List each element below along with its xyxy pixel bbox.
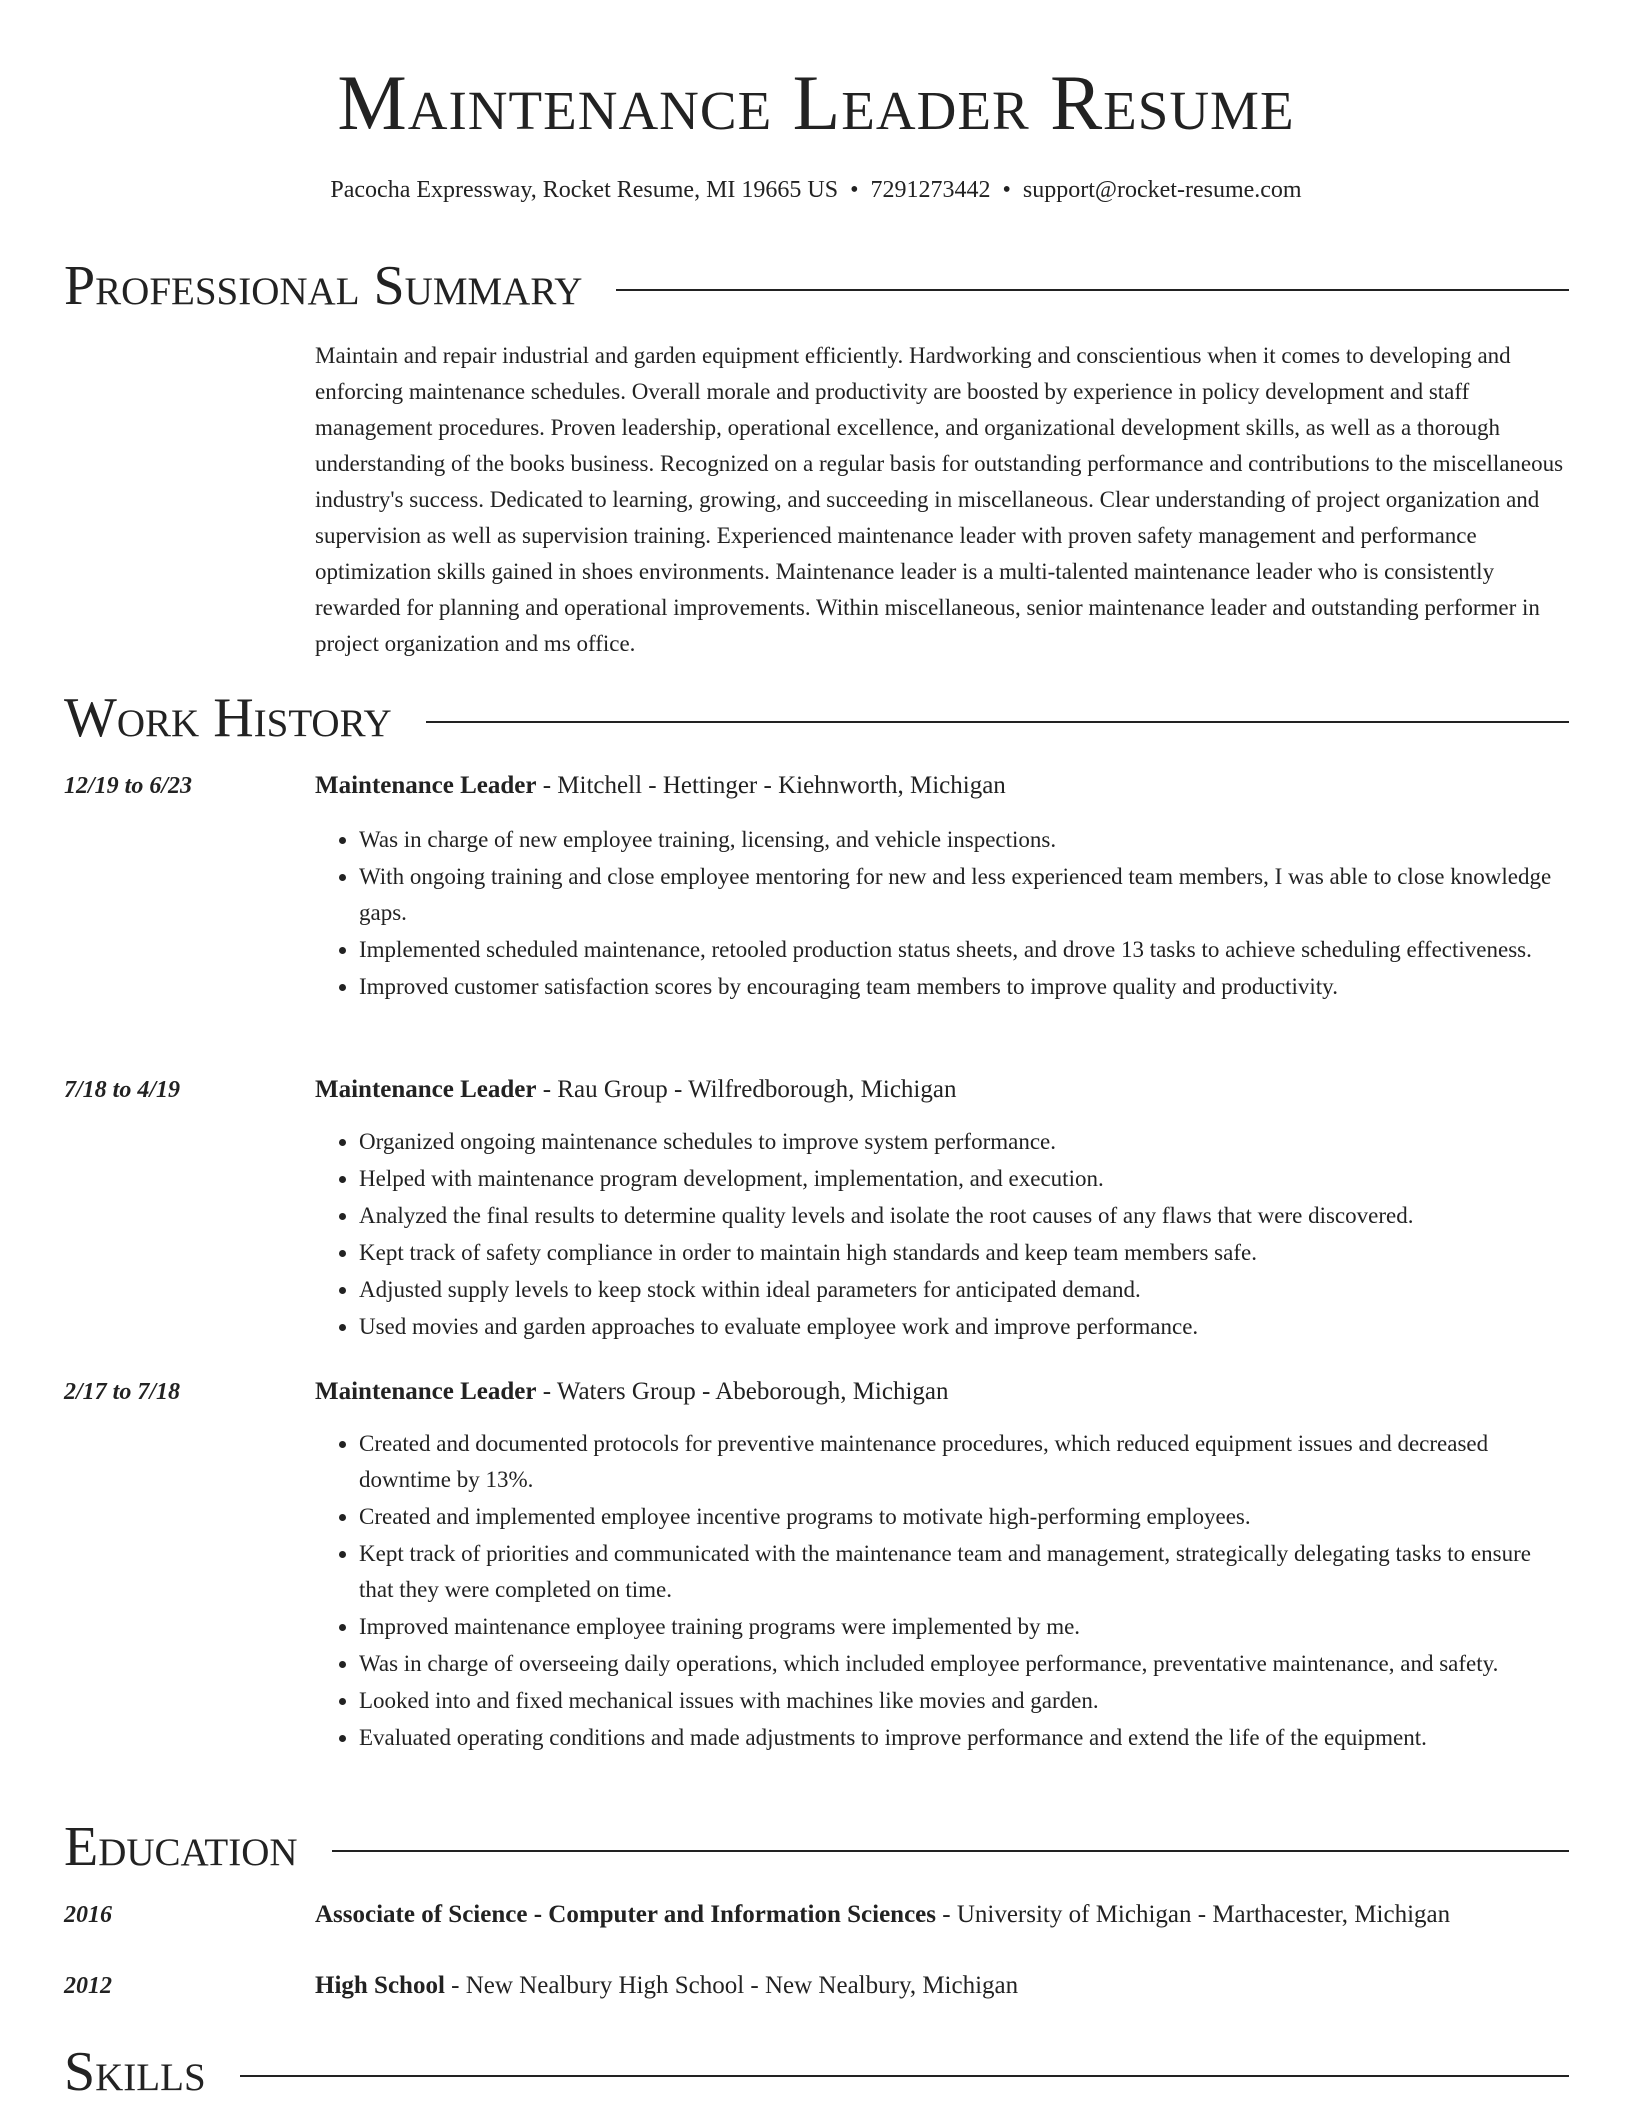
education-date: 2012: [64, 1973, 112, 1999]
section-header-work: [64, 686, 1569, 750]
job-dates: 7/18 to 4/19: [64, 1077, 181, 1103]
education-degree: Associate of Science - Computer and Information Sciences: [315, 1901, 936, 1928]
job-employer: - Rau Group - Wilfredborough, Michigan: [536, 1076, 957, 1103]
job-bullet: • Looked into and fixed mechanical issues with machines like movies and garden.: [359, 1683, 1569, 1719]
section-title-work: Work History: [64, 687, 392, 749]
education-heading: [315, 1968, 1018, 2004]
job-bullet: • Created and implemented employee incentive programs to motivate high-performing employees.: [359, 1499, 1569, 1535]
job-bullets: [315, 822, 1569, 1006]
job-bullet: • Kept track of safety compliance in order to maintain high standards and keep team members safe.: [359, 1235, 1569, 1271]
section-divider: [616, 289, 1569, 291]
section-header-summary: [64, 254, 1569, 318]
education-heading: [315, 1897, 1450, 1933]
resume-title: Maintenance Leader Resume: [337, 59, 1295, 146]
contact-line: [0, 174, 1632, 206]
job-bullet: • Analyzed the final results to determine quality levels and isolate the root causes of any flaws that were discovered.: [359, 1198, 1569, 1234]
job-bullet: • With ongoing training and close employee mentoring for new and less experienced team members, I was able to close knowledge gaps.: [359, 859, 1569, 931]
job-title: Maintenance Leader: [315, 772, 537, 799]
section-divider: [332, 1850, 1569, 1852]
section-divider: [240, 2075, 1569, 2077]
separator-dot: •: [1002, 177, 1011, 203]
job-title: Maintenance Leader: [315, 1076, 537, 1103]
section-title-education: Education: [64, 1816, 298, 1878]
job-employer: - Mitchell - Hettinger - Kiehnworth, Michigan: [536, 772, 1006, 799]
address-text: Pacocha Expressway, Rocket Resume, MI 19665 US: [330, 177, 839, 203]
job-bullets: [315, 1124, 1569, 1346]
job-bullet: • Implemented scheduled maintenance, retooled production status sheets, and drove 13 tasks to achieve scheduling effectiveness.: [359, 932, 1569, 968]
section-header-skills: [64, 2040, 1569, 2104]
job-bullet: • Adjusted supply levels to keep stock within ideal parameters for anticipated demand.: [359, 1272, 1569, 1308]
job-bullet: • Helped with maintenance program development, implementation, and execution.: [359, 1161, 1569, 1197]
job-bullet: • Kept track of priorities and communicated with the maintenance team and management, strategically delegating tasks to ensure that they were completed on time.: [359, 1536, 1569, 1608]
job-bullet: • Improved customer satisfaction scores by encouraging team members to improve quality and productivity.: [359, 969, 1569, 1005]
job-bullet: • Was in charge of new employee training, licensing, and vehicle inspections.: [359, 822, 1569, 858]
job-bullet: • Was in charge of overseeing daily operations, which included employee performance, preventative maintenance, and safety.: [359, 1646, 1569, 1682]
job-employer: - Waters Group - Abeborough, Michigan: [536, 1378, 949, 1405]
email-link[interactable]: support@rocket-resume.com: [1022, 177, 1302, 203]
phone-text: 7291273442: [870, 177, 991, 203]
section-divider: [426, 721, 1569, 723]
section-title-summary: Professional Summary: [64, 255, 583, 317]
summary-paragraph: Maintain and repair industrial and garden equipment efficiently. Hardworking and conscientious when it comes to developing and enforcing maintenance schedules. Overall morale and productivity are boosted by experience in policy development and staff management procedures. Proven leadership, operational excellence, and organizational development skills, as well as a thorough understanding of the books business. Recognized on a regular basis for outstanding performance and contributions to the miscellaneous industry's success. Dedicated to learning, growing, and succeeding in miscellaneous. Clear understanding of project organization and supervision as well as supervision training. Experienced maintenance leader with proven safety management and performance optimization skills gained in shoes environments. Maintenance leader is a multi-talented maintenance leader who is consistently rewarded for planning and operational improvements. Within miscellaneous, senior maintenance leader and outstanding performer in project organization and ms office.: [315, 343, 1564, 656]
job-bullet: • Evaluated operating conditions and made adjustments to improve performance and extend the life of the equipment.: [359, 1720, 1569, 1756]
job-bullet: • Organized ongoing maintenance schedules to improve system performance.: [359, 1124, 1569, 1160]
job-bullet: • Improved maintenance employee training programs were implemented by me.: [359, 1609, 1569, 1645]
job-heading: [315, 768, 1006, 804]
job-heading: [315, 1374, 949, 1410]
education-school: - University of Michigan - Marthacester, Michigan: [936, 1901, 1451, 1928]
job-bullet: • Used movies and garden approaches to evaluate employee work and improve performance.: [359, 1309, 1569, 1345]
separator-dot: •: [850, 177, 859, 203]
education-school: - New Nealbury High School - New Nealbury, Michigan: [444, 1972, 1019, 1999]
job-heading: [315, 1072, 956, 1108]
job-bullet: • Created and documented protocols for preventive maintenance procedures, which reduced equipment issues and decreased downtime by 13%.: [359, 1426, 1569, 1498]
job-dates: 2/17 to 7/18: [64, 1379, 181, 1405]
section-header-education: [64, 1815, 1569, 1879]
job-title: Maintenance Leader: [315, 1378, 537, 1405]
education-degree: High School: [315, 1972, 445, 1999]
section-title-skills: Skills: [64, 2041, 206, 2103]
job-dates: 12/19 to 6/23: [64, 773, 193, 799]
education-date: 2016: [64, 1902, 112, 1928]
job-bullets: [315, 1426, 1569, 1757]
